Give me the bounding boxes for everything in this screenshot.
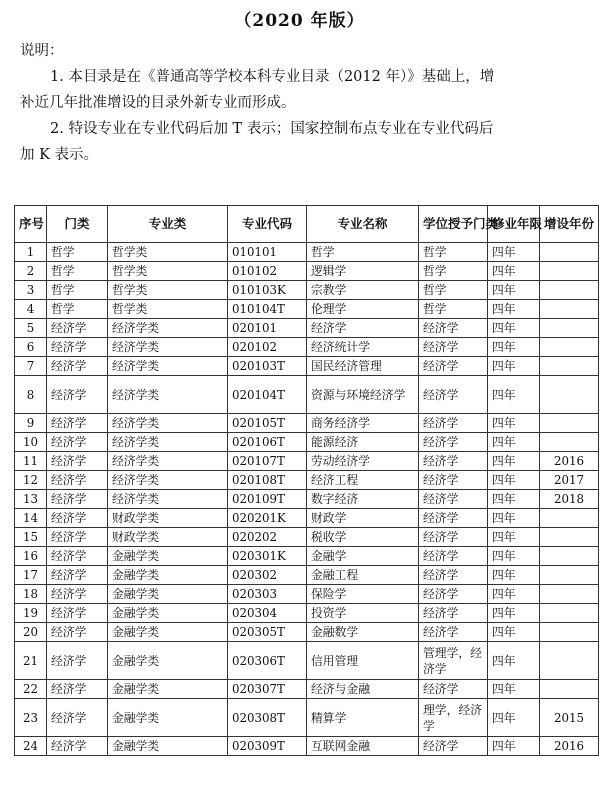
note-line: 补近几年批准增设的目录外新专业而形成。 <box>20 95 296 111</box>
cell-duration: 四年 <box>488 737 540 756</box>
cell-degree-category: 经济学 <box>419 680 488 699</box>
cell-degree-category: 经济学 <box>419 737 488 756</box>
cell-index: 14 <box>15 509 47 528</box>
cell-degree-category: 理学，经济学 <box>419 699 488 737</box>
table-row <box>15 604 599 623</box>
cell-duration: 四年 <box>488 262 540 281</box>
cell-major-code: 020108T <box>228 471 307 490</box>
cell-degree-category: 经济学 <box>419 623 488 642</box>
cell-year-added: 2016 <box>540 452 599 471</box>
cell-duration: 四年 <box>488 243 540 262</box>
cell-category: 经济学 <box>47 642 108 680</box>
table-row <box>15 642 599 680</box>
cell-category: 经济学 <box>47 452 108 471</box>
cell-degree-category: 经济学 <box>419 433 488 452</box>
cell-index: 18 <box>15 585 47 604</box>
cell-major-class: 经济学类 <box>108 452 228 471</box>
cell-major-class: 经济学类 <box>108 319 228 338</box>
cell-major-class: 经济学类 <box>108 376 228 414</box>
cell-category: 经济学 <box>47 509 108 528</box>
cell-degree-category: 哲学 <box>419 300 488 319</box>
cell-year-added <box>540 281 599 300</box>
header-major-code: 专业代码 <box>228 206 307 243</box>
cell-year-added <box>540 680 599 699</box>
table-header-row <box>15 206 599 243</box>
cell-major-code: 010104T <box>228 300 307 319</box>
cell-year-added <box>540 357 599 376</box>
table-row <box>15 490 599 509</box>
cell-degree-category: 经济学 <box>419 490 488 509</box>
cell-category: 经济学 <box>47 680 108 699</box>
cell-year-added <box>540 528 599 547</box>
cell-major-name: 财政学 <box>307 509 419 528</box>
cell-duration: 四年 <box>488 281 540 300</box>
cell-major-name: 伦理学 <box>307 300 419 319</box>
cell-duration: 四年 <box>488 433 540 452</box>
cell-year-added <box>540 338 599 357</box>
cell-major-name: 经济工程 <box>307 471 419 490</box>
table-row <box>15 262 599 281</box>
cell-major-code: 020307T <box>228 680 307 699</box>
cell-year-added <box>540 319 599 338</box>
table-row <box>15 452 599 471</box>
cell-major-class: 经济学类 <box>108 490 228 509</box>
cell-major-class: 金融学类 <box>108 604 228 623</box>
cell-duration: 四年 <box>488 300 540 319</box>
cell-degree-category: 经济学 <box>419 547 488 566</box>
cell-index: 6 <box>15 338 47 357</box>
cell-major-class: 金融学类 <box>108 585 228 604</box>
cell-major-name: 经济与金融 <box>307 680 419 699</box>
header-major-name: 专业名称 <box>307 206 419 243</box>
cell-index: 9 <box>15 414 47 433</box>
cell-category: 经济学 <box>47 471 108 490</box>
cell-duration: 四年 <box>488 357 540 376</box>
cell-degree-category: 经济学 <box>419 414 488 433</box>
cell-index: 1 <box>15 243 47 262</box>
cell-index: 19 <box>15 604 47 623</box>
cell-major-name: 信用管理 <box>307 642 419 680</box>
cell-index: 22 <box>15 680 47 699</box>
table-row <box>15 281 599 300</box>
cell-year-added: 2018 <box>540 490 599 509</box>
cell-major-code: 020109T <box>228 490 307 509</box>
cell-year-added <box>540 566 599 585</box>
cell-year-added <box>540 414 599 433</box>
cell-index: 23 <box>15 699 47 737</box>
cell-index: 12 <box>15 471 47 490</box>
cell-degree-category: 经济学 <box>419 319 488 338</box>
cell-major-name: 经济统计学 <box>307 338 419 357</box>
cell-major-name: 经济学 <box>307 319 419 338</box>
table-row <box>15 623 599 642</box>
table-row <box>15 585 599 604</box>
cell-index: 24 <box>15 737 47 756</box>
cell-category: 经济学 <box>47 433 108 452</box>
cell-category: 经济学 <box>47 338 108 357</box>
cell-index: 4 <box>15 300 47 319</box>
cell-index: 20 <box>15 623 47 642</box>
cell-major-code: 010102 <box>228 262 307 281</box>
cell-major-class: 金融学类 <box>108 547 228 566</box>
cell-year-added <box>540 300 599 319</box>
cell-major-code: 020304 <box>228 604 307 623</box>
table-row <box>15 414 599 433</box>
cell-major-name: 宗教学 <box>307 281 419 300</box>
cell-major-code: 020106T <box>228 433 307 452</box>
cell-category: 经济学 <box>47 319 108 338</box>
cell-year-added <box>540 262 599 281</box>
cell-major-class: 金融学类 <box>108 680 228 699</box>
notes-section <box>20 38 590 168</box>
cell-index: 5 <box>15 319 47 338</box>
cell-degree-category: 哲学 <box>419 243 488 262</box>
cell-degree-category: 经济学 <box>419 585 488 604</box>
cell-category: 哲学 <box>47 300 108 319</box>
cell-degree-category: 经济学 <box>419 604 488 623</box>
cell-year-added <box>540 604 599 623</box>
cell-category: 经济学 <box>47 528 108 547</box>
cell-category: 经济学 <box>47 566 108 585</box>
cell-index: 7 <box>15 357 47 376</box>
cell-major-name: 国民经济管理 <box>307 357 419 376</box>
table-row <box>15 737 599 756</box>
cell-major-class: 金融学类 <box>108 623 228 642</box>
cell-category: 哲学 <box>47 243 108 262</box>
cell-major-class: 财政学类 <box>108 509 228 528</box>
cell-major-name: 精算学 <box>307 699 419 737</box>
cell-category: 经济学 <box>47 699 108 737</box>
cell-major-class: 哲学类 <box>108 243 228 262</box>
cell-major-name: 金融学 <box>307 547 419 566</box>
cell-major-code: 020201K <box>228 509 307 528</box>
table-row <box>15 319 599 338</box>
cell-duration: 四年 <box>488 585 540 604</box>
cell-index: 16 <box>15 547 47 566</box>
cell-major-code: 020302 <box>228 566 307 585</box>
cell-duration: 四年 <box>488 604 540 623</box>
cell-category: 经济学 <box>47 737 108 756</box>
cell-major-name: 逻辑学 <box>307 262 419 281</box>
cell-category: 哲学 <box>47 262 108 281</box>
cell-duration: 四年 <box>488 471 540 490</box>
cell-category: 经济学 <box>47 414 108 433</box>
cell-year-added <box>540 243 599 262</box>
cell-major-class: 金融学类 <box>108 699 228 737</box>
table-row <box>15 433 599 452</box>
cell-major-code: 020105T <box>228 414 307 433</box>
cell-major-class: 财政学类 <box>108 528 228 547</box>
cell-major-class: 经济学类 <box>108 338 228 357</box>
cell-major-code: 020301K <box>228 547 307 566</box>
cell-duration: 四年 <box>488 414 540 433</box>
cell-major-code: 020306T <box>228 642 307 680</box>
cell-duration: 四年 <box>488 509 540 528</box>
table-row <box>15 300 599 319</box>
cell-index: 2 <box>15 262 47 281</box>
cell-major-name: 能源经济 <box>307 433 419 452</box>
cell-duration: 四年 <box>488 376 540 414</box>
cell-major-code: 010101 <box>228 243 307 262</box>
cell-major-code: 020103T <box>228 357 307 376</box>
table-row <box>15 243 599 262</box>
cell-major-name: 税收学 <box>307 528 419 547</box>
header-degree-category: 学位授予门类 <box>419 206 488 243</box>
cell-major-name: 投资学 <box>307 604 419 623</box>
cell-year-added <box>540 585 599 604</box>
cell-major-name: 数字经济 <box>307 490 419 509</box>
document-title: （2020 年版） <box>234 11 365 31</box>
cell-category: 经济学 <box>47 585 108 604</box>
cell-year-added <box>540 376 599 414</box>
cell-major-class: 经济学类 <box>108 433 228 452</box>
cell-year-added <box>540 433 599 452</box>
cell-category: 哲学 <box>47 281 108 300</box>
cell-year-added <box>540 642 599 680</box>
cell-major-class: 哲学类 <box>108 281 228 300</box>
cell-degree-category: 经济学 <box>419 338 488 357</box>
major-catalog-table <box>14 205 599 756</box>
cell-year-added: 2015 <box>540 699 599 737</box>
cell-major-class: 哲学类 <box>108 262 228 281</box>
cell-duration: 四年 <box>488 699 540 737</box>
cell-major-class: 金融学类 <box>108 737 228 756</box>
cell-year-added <box>540 509 599 528</box>
table-row <box>15 357 599 376</box>
cell-major-code: 020202 <box>228 528 307 547</box>
cell-index: 10 <box>15 433 47 452</box>
cell-major-code: 020104T <box>228 376 307 414</box>
cell-duration: 四年 <box>488 528 540 547</box>
table-row <box>15 509 599 528</box>
cell-degree-category: 经济学 <box>419 452 488 471</box>
cell-duration: 四年 <box>488 490 540 509</box>
cell-major-name: 保险学 <box>307 585 419 604</box>
table-row <box>15 376 599 414</box>
cell-degree-category: 哲学 <box>419 262 488 281</box>
cell-major-name: 商务经济学 <box>307 414 419 433</box>
cell-index: 3 <box>15 281 47 300</box>
cell-major-name: 金融数学 <box>307 623 419 642</box>
cell-duration: 四年 <box>488 338 540 357</box>
cell-degree-category: 经济学 <box>419 509 488 528</box>
cell-year-added: 2017 <box>540 471 599 490</box>
table-row <box>15 338 599 357</box>
cell-degree-category: 经济学 <box>419 528 488 547</box>
cell-major-class: 经济学类 <box>108 414 228 433</box>
cell-category: 经济学 <box>47 490 108 509</box>
cell-degree-category: 经济学 <box>419 376 488 414</box>
cell-major-code: 020303 <box>228 585 307 604</box>
header-index: 序号 <box>15 206 47 243</box>
cell-category: 经济学 <box>47 604 108 623</box>
cell-index: 13 <box>15 490 47 509</box>
cell-index: 17 <box>15 566 47 585</box>
cell-major-name: 金融工程 <box>307 566 419 585</box>
cell-category: 经济学 <box>47 357 108 376</box>
cell-major-code: 020309T <box>228 737 307 756</box>
table-row <box>15 699 599 737</box>
cell-duration: 四年 <box>488 319 540 338</box>
cell-major-name: 资源与环境经济学 <box>307 376 419 414</box>
table-row <box>15 680 599 699</box>
cell-index: 15 <box>15 528 47 547</box>
cell-category: 经济学 <box>47 623 108 642</box>
cell-year-added: 2016 <box>540 737 599 756</box>
header-year-added: 增设年份 <box>540 206 599 243</box>
cell-duration: 四年 <box>488 452 540 471</box>
note-line: 加 K 表示。 <box>20 147 99 163</box>
table-row <box>15 471 599 490</box>
cell-major-code: 020101 <box>228 319 307 338</box>
notes-heading: 说明： <box>20 43 64 59</box>
cell-major-code: 020107T <box>228 452 307 471</box>
cell-major-class: 金融学类 <box>108 566 228 585</box>
cell-degree-category: 管理学，经济学 <box>419 642 488 680</box>
cell-major-name: 互联网金融 <box>307 737 419 756</box>
cell-major-class: 经济学类 <box>108 357 228 376</box>
cell-duration: 四年 <box>488 623 540 642</box>
cell-degree-category: 哲学 <box>419 281 488 300</box>
header-category: 门类 <box>47 206 108 243</box>
cell-major-class: 经济学类 <box>108 471 228 490</box>
table-row <box>15 528 599 547</box>
header-major-class: 专业类 <box>108 206 228 243</box>
cell-category: 经济学 <box>47 547 108 566</box>
cell-major-class: 哲学类 <box>108 300 228 319</box>
cell-index: 21 <box>15 642 47 680</box>
table-row <box>15 547 599 566</box>
cell-duration: 四年 <box>488 547 540 566</box>
cell-major-name: 劳动经济学 <box>307 452 419 471</box>
cell-major-code: 020102 <box>228 338 307 357</box>
cell-degree-category: 经济学 <box>419 357 488 376</box>
note-line: 2. 特设专业在专业代码后加 T 表示；国家控制布点专业在专业代码后 <box>50 121 494 137</box>
cell-degree-category: 经济学 <box>419 471 488 490</box>
note-line: 1. 本目录是在《普通高等学校本科专业目录（2012 年）》基础上，增 <box>50 69 495 85</box>
cell-major-class: 金融学类 <box>108 642 228 680</box>
cell-degree-category: 经济学 <box>419 566 488 585</box>
cell-index: 11 <box>15 452 47 471</box>
cell-year-added <box>540 547 599 566</box>
cell-major-code: 020305T <box>228 623 307 642</box>
cell-duration: 四年 <box>488 680 540 699</box>
cell-year-added <box>540 623 599 642</box>
cell-duration: 四年 <box>488 566 540 585</box>
cell-category: 经济学 <box>47 376 108 414</box>
table-row <box>15 566 599 585</box>
cell-major-code: 010103K <box>228 281 307 300</box>
cell-major-name: 哲学 <box>307 243 419 262</box>
cell-index: 8 <box>15 376 47 414</box>
cell-duration: 四年 <box>488 642 540 680</box>
header-duration: 修业年限 <box>488 206 540 243</box>
cell-major-code: 020308T <box>228 699 307 737</box>
